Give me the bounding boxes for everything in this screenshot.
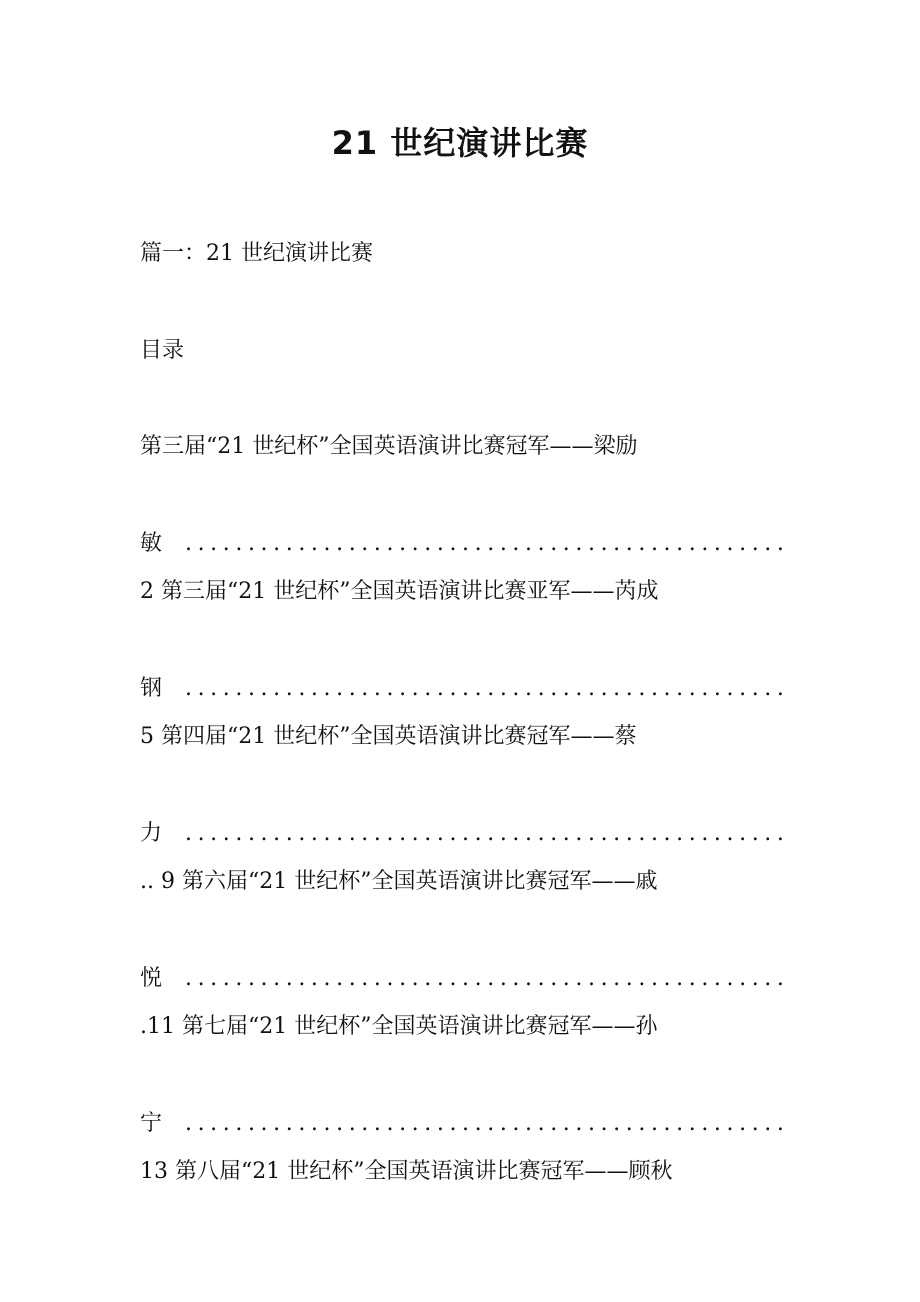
document-title: 21 世纪演讲比赛 (331, 124, 589, 162)
toc-entry: .11 第七届“21 世纪杯”全国英语演讲比赛冠军——孙 (140, 1014, 658, 1039)
toc-entry: 第三届“21 世纪杯”全国英语演讲比赛冠军——梁励 (140, 434, 638, 459)
toc-entry: 13 第八届“21 世纪杯”全国英语演讲比赛冠军——顾秋 (140, 1159, 673, 1184)
toc-leader-dots: ................................................ (185, 1111, 790, 1136)
toc-label: 目录 (140, 338, 185, 363)
toc-entry: 5 第四届“21 世纪杯”全国英语演讲比赛冠军——蔡 (140, 724, 637, 749)
toc-entry-name-end: 力 (140, 821, 163, 846)
toc-leader-dots: ................................................ (185, 676, 790, 701)
toc-entry: .. 9 第六届“21 世纪杯”全国英语演讲比赛冠军——戚 (140, 869, 658, 894)
toc-entry-name-end: 钢 (140, 676, 163, 701)
toc-entry-name-end: 宁 (140, 1111, 163, 1136)
toc-leader-dots: ................................................ (185, 966, 790, 991)
toc-leader-dots: ................................................ (185, 531, 790, 556)
toc-entry: 2 第三届“21 世纪杯”全国英语演讲比赛亚军——芮成 (140, 579, 659, 604)
toc-entry-name-end: 悦 (140, 966, 163, 991)
toc-entry-name-end: 敏 (140, 531, 163, 556)
toc-leader-dots: ................................................ (185, 821, 790, 846)
section-heading: 篇一：21 世纪演讲比赛 (140, 241, 373, 266)
